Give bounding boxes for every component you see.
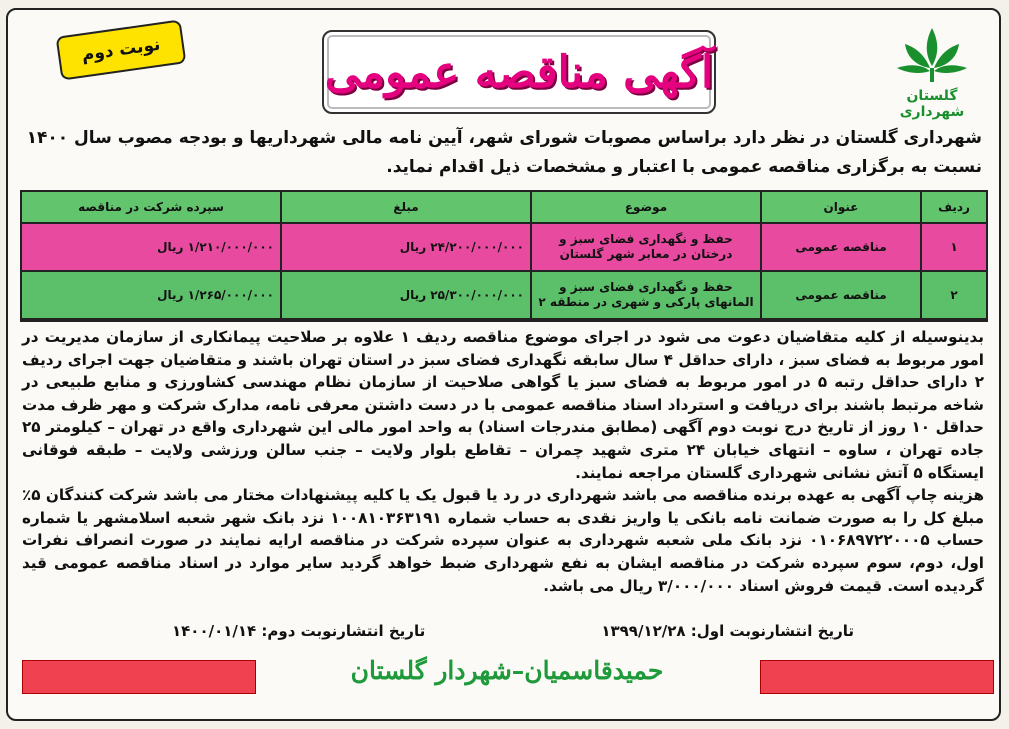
leaf-icon [877, 24, 987, 88]
row-index: ۲ [920, 272, 986, 318]
row-title: مناقصه عمومی [760, 224, 920, 270]
row-amount: ۲۴/۲۰۰/۰۰۰/۰۰۰ ریال [280, 224, 530, 270]
decorative-bar-left [22, 660, 256, 694]
first-publication-date: تاریخ انتشارنوبت اول: ۱۳۹۹/۱۲/۲۸ [601, 622, 854, 640]
table-header-row [22, 192, 986, 222]
header-deposit: سپرده شرکت در مناقصه [78, 199, 224, 214]
body-text [22, 326, 984, 597]
logo-text [877, 88, 987, 120]
body-paragraph-1: بدینوسیله از کلیه متقاضیان دعوت می شود در اجرای موضوع مناقصه ردیف ۱ علاوه بر صلاحیت پیمانکاری از سازمان مدیریت در امور مربوط به فضای سبز ، دارای حداقل ۴ سال سابقه نگهداری فضای سبز در استان تهران باشند و متقاضیان جهت اجرای ردیف ۲ دارای حداقل رتبه ۵ در امور مربوط به فضای سبز یا گواهی صلاحیت از سازمان نظام مهندسی کشاورزی و منابع طبیعی در شاخه مرتبط باشند برای دریافت و استرداد اسناد مناقصه عمومی با در دست داشتن معرفی نامه، مدارک شرکت و مهر ظرف مدت حداقل ۱۰ روز از تاریخ درج نوبت دوم آگهی (مطابق مندرجات اسناد) به واحد امور مالی این شهرداری واقع در تهران – کیلومتر ۲۵ جاده تهران ، ساوه – انتهای خیابان ۲۴ متری شهید چمران – تقاطع بلوار ولایت – جنب سالن ورزشی ولایت – طبقه فوقانی ایستگاه ۵ آتش نشانی شهرداری گلستان مراجعه نمایند. [22, 328, 984, 482]
row-index: ۱ [920, 224, 986, 270]
logo-text-line2: شهرداری [899, 104, 965, 120]
header-index: ردیف [920, 192, 986, 222]
row-title: مناقصه عمومی [760, 272, 920, 318]
header-title: عنوان [760, 192, 920, 222]
table-row [22, 224, 986, 270]
publication-dates [22, 622, 984, 644]
second-publication-date: تاریخ انتشارنوبت دوم: ۱۴۰۰/۰۱/۱۴ [172, 622, 426, 640]
header-subject: موضوع [530, 192, 760, 222]
row-deposit: ۱/۲۱۰/۰۰۰/۰۰۰ ریال [157, 239, 274, 254]
row-amount: ۲۵/۳۰۰/۰۰۰/۰۰۰ ریال [280, 272, 530, 318]
table-row [22, 272, 986, 318]
row-deposit: ۱/۲۶۵/۰۰۰/۰۰۰ ریال [157, 287, 274, 302]
signer-name: حمیدقاسمیان–شهردار گلستان [350, 656, 664, 685]
municipality-logo [877, 24, 987, 124]
notice-title: آگهی مناقصه عمومی [324, 46, 714, 98]
row-subject: حفظ و نگهداری فضای سبز و درختان در معابر شهر گلستان [530, 224, 760, 270]
row-subject: حفظ و نگهداری فضای سبز و المانهای پارکی و شهری در منطقه ۲ [530, 272, 760, 318]
header-amount: مبلغ [280, 192, 530, 222]
logo-text-line1: گلستان [906, 88, 958, 104]
intro-paragraph: شهرداری گلستان در نظر دارد براساس مصوبات شورای شهر، آیین نامه مالی شهرداریها و بودجه مصوب سال ۱۴۰۰ نسبت به برگزاری مناقصه عمومی با اعتبار و مشخصات ذیل اقدام نماید. [26, 128, 982, 177]
second-round-badge: نوبت دوم [56, 19, 187, 80]
tender-table [20, 190, 988, 322]
body-paragraph-2: هزینه چاپ آگهی به عهده برنده مناقصه می باشد شهرداری در رد یا قبول یک یا کلیه پیشنهادات مختار می باشد شرکت کنندگان ۵٪ مبلغ کل را به صورت ضمانت نامه بانکی یا واریز نقدی به حساب شماره ۱۰۰۸۱۰۳۶۳۱۹۱ نزد بانک شهر شعبه اسلامشهر یا شماره حساب ۰۱۰۶۸۹۷۲۲۰۰۰۵ نزد بانک ملی شعبه شهرداری به عنوان سپرده شرکت در مناقصه ارایه نمایند در صورت انصراف نفرات اول، دوم، سوم سپرده شرکت در مناقصه ایشان به نفع شهرداری ضبط خواهد گردید سایر موارد در اسناد مناقصه عمومی قید گردیده است. قیمت فروش اسناد ۳/۰۰۰/۰۰۰ ریال می باشد. [22, 486, 984, 595]
decorative-bar-right [760, 660, 994, 694]
title-box [322, 30, 716, 114]
